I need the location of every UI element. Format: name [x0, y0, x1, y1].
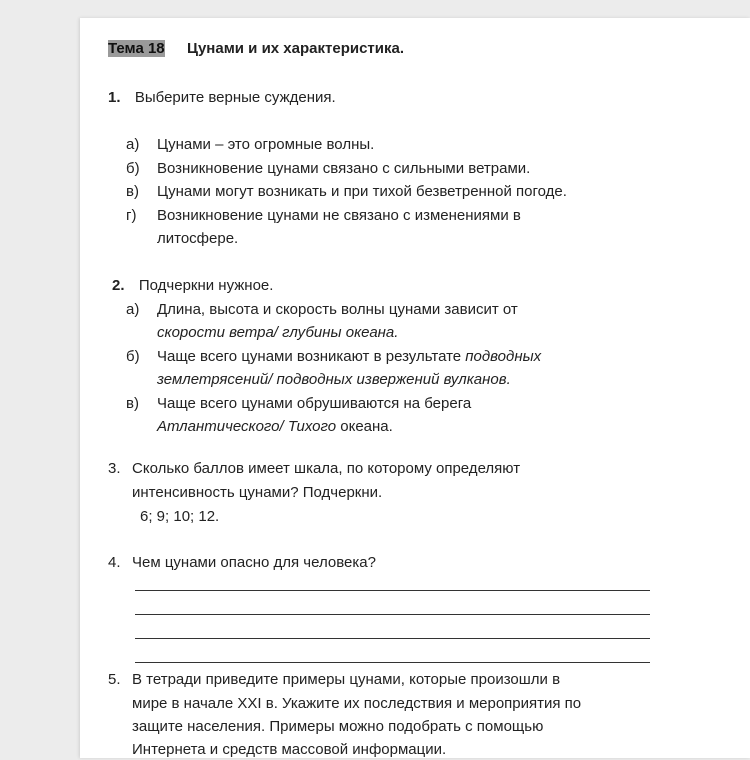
- option-text: Возникновение цунами не связано с изменениями в: [157, 207, 521, 224]
- item-choice: подводных: [465, 348, 542, 365]
- question-number: 4.: [108, 554, 121, 571]
- question-3-answers: 6; 9; 10; 12.: [140, 508, 220, 525]
- question-number: 1.: [108, 89, 121, 106]
- question-3: [108, 459, 521, 479]
- topic-label: Тема 18: [108, 40, 165, 57]
- question-number: 2.: [112, 277, 125, 294]
- q2-item-b-choices: землетрясений/ подводных извержений вулканов.: [157, 371, 511, 388]
- item-marker: в): [126, 395, 139, 412]
- option-marker: б): [126, 160, 140, 177]
- q1-option-b: [126, 159, 531, 179]
- q2-item-b: [126, 347, 542, 367]
- page-header: [108, 39, 404, 59]
- q1-option-d-continued: литосфере.: [157, 230, 239, 247]
- option-text: Цунами могут возникать и при тихой безветренной погоде.: [157, 183, 567, 200]
- question-5-line4: Интернета и средств массовой информации.: [132, 741, 447, 758]
- question-text: Выберите верные суждения.: [134, 89, 336, 106]
- question-number: 3.: [108, 460, 121, 477]
- answer-line-1[interactable]: [135, 590, 650, 591]
- q2-item-c-choices: [157, 417, 393, 437]
- question-text: Чем цунами опасно для человека?: [132, 554, 376, 571]
- question-4: [108, 553, 376, 573]
- option-text: Цунами – это огромные волны.: [157, 136, 375, 153]
- answer-line-3[interactable]: [135, 638, 650, 639]
- item-text: [157, 347, 541, 367]
- option-marker: а): [126, 136, 140, 153]
- item-text: Чаще всего цунами обрушиваются на берега: [157, 395, 472, 412]
- question-5-line2: мире в начале XXI в. Укажите их последствия и мероприятия по: [132, 695, 582, 712]
- answer-line-4[interactable]: [135, 662, 650, 663]
- question-text: Подчеркни нужное.: [138, 277, 274, 294]
- question-text: В тетради приведите примеры цунами, которые произошли в: [132, 671, 561, 688]
- question-3-line2: интенсивность цунами? Подчеркни.: [132, 484, 383, 501]
- topic-title: Цунами и их характеристика.: [187, 40, 405, 57]
- question-5-line3: защите населения. Примеры можно подобрать с помощью: [132, 718, 544, 735]
- option-text: Возникновение цунами связано с сильными ветрами.: [157, 160, 531, 177]
- q2-item-a: [126, 300, 518, 320]
- question-1: [108, 88, 336, 108]
- question-5: [108, 670, 561, 690]
- item-text-plain: Чаще всего цунами возникают в результате: [157, 348, 466, 365]
- question-2: [112, 276, 273, 296]
- item-marker: а): [126, 301, 140, 318]
- option-marker: г): [126, 207, 137, 224]
- question-text: Сколько баллов имеет шкала, по которому определяют: [132, 460, 521, 477]
- q1-option-c: [126, 182, 567, 202]
- item-choice: Атлантического/ Тихого: [157, 418, 337, 435]
- question-number: 5.: [108, 671, 121, 688]
- q2-item-c: [126, 394, 472, 414]
- worksheet-page: [80, 18, 750, 758]
- item-text-plain: океана.: [336, 418, 393, 435]
- q1-option-a: [126, 135, 375, 155]
- item-marker: б): [126, 348, 140, 365]
- q2-item-a-choices: скорости ветра/ глубины океана.: [157, 324, 399, 341]
- q1-option-d: [126, 206, 521, 226]
- answer-line-2[interactable]: [135, 614, 650, 615]
- item-text: Длина, высота и скорость волны цунами зависит от: [157, 301, 518, 318]
- option-marker: в): [126, 183, 139, 200]
